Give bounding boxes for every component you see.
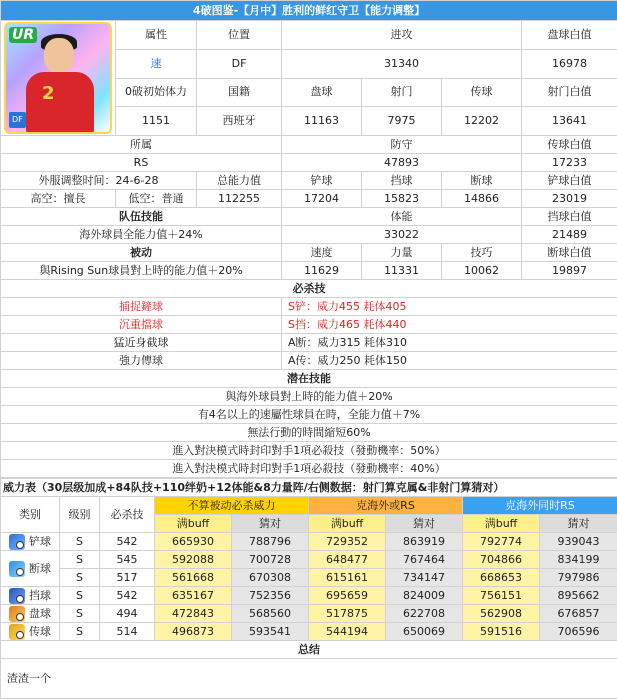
stamina-label: 0破初始体力 <box>116 78 197 107</box>
position-label: 位置 <box>197 21 282 50</box>
speed-label: 速度 <box>282 244 362 262</box>
value-cell: 734147 <box>386 569 463 587</box>
value-cell: 756151 <box>463 587 540 605</box>
passive-value: 與Rising Sun球員對上時的能力值＋20% <box>1 262 282 280</box>
position-value: DF <box>197 49 282 78</box>
special-skill-name: 沉重擋球 <box>1 316 282 334</box>
value-cell: 650069 <box>386 623 463 641</box>
break-white-value: 19897 <box>522 262 617 280</box>
value-cell: 591516 <box>463 623 540 641</box>
tackle-white-label: 铲球白值 <box>522 172 617 190</box>
offense-label: 进攻 <box>282 21 522 50</box>
power-table-title: 威力表（30层级加成+84队技+110绊奶+12体能&8力量阵/右侧数据：射门算克属&非射门算猜对） <box>1 479 617 497</box>
level-cell: S <box>60 533 100 551</box>
power-table <box>0 478 617 699</box>
block-white-value: 21489 <box>522 226 617 244</box>
guess-header: 猜对 <box>540 515 617 533</box>
category-cell: 挡球 <box>1 587 60 605</box>
value-cell: 939043 <box>540 533 617 551</box>
block-white-label: 挡球白值 <box>522 208 617 226</box>
skill-cell: 542 <box>100 533 155 551</box>
value-cell: 895662 <box>540 587 617 605</box>
special-skill-row <box>1 352 617 370</box>
power-row-pass <box>1 623 617 641</box>
special-skill-row <box>1 316 617 334</box>
value-cell: 834199 <box>540 551 617 569</box>
group-overseas-or-rs-header: 克海外或RS <box>309 497 463 515</box>
tackle-label: 铲球 <box>282 172 362 190</box>
latent-skill: 無法行動的時間縮短60% <box>1 424 617 442</box>
block-icon <box>9 588 25 604</box>
value-cell: 517875 <box>309 605 386 623</box>
dribble-value: 11163 <box>282 107 362 136</box>
position-badge: DF <box>9 112 26 128</box>
value-cell: 670308 <box>232 569 309 587</box>
high-ball: 高空：擅長 <box>1 190 116 208</box>
value-cell: 648477 <box>309 551 386 569</box>
dribble-icon <box>9 606 25 622</box>
pass-icon <box>9 624 25 640</box>
team-value: RS <box>1 154 282 172</box>
latent-skill: 進入對決模式時封印對手1項必殺技（發動機率：40%） <box>1 460 617 478</box>
latent-skill: 進入對決模式時封印對手1項必殺技（發動機率：50%） <box>1 442 617 460</box>
value-cell: 704866 <box>463 551 540 569</box>
block-value: 15823 <box>362 190 442 208</box>
technique-label: 技巧 <box>442 244 522 262</box>
pass-label: 传球 <box>442 78 522 107</box>
value-cell: 544194 <box>309 623 386 641</box>
player-portrait <box>4 22 112 134</box>
category-header: 类别 <box>1 497 60 533</box>
pass-white-value: 17233 <box>522 154 617 172</box>
power-value: 11331 <box>362 262 442 280</box>
category-cell: 铲球 <box>1 533 60 551</box>
shoot-label: 射门 <box>362 78 442 107</box>
special-skill-effect: S铲：威力455 耗体405 <box>282 298 617 316</box>
power-row-break <box>1 551 617 569</box>
jersey-number: 2 <box>42 83 55 104</box>
level-cell: S <box>60 569 100 587</box>
special-skills-header: 必杀技 <box>1 280 617 298</box>
value-cell: 472843 <box>155 605 232 623</box>
stamina-total-value: 33022 <box>282 226 522 244</box>
break-white-label: 断球白值 <box>522 244 617 262</box>
special-skill-effect: A传：威力250 耗体150 <box>282 352 617 370</box>
level-cell: S <box>60 551 100 569</box>
dribble-label: 盘球 <box>282 78 362 107</box>
team-label: 所属 <box>1 136 282 154</box>
category-cell: 盘球 <box>1 605 60 623</box>
value-cell: 695659 <box>309 587 386 605</box>
category-cell: 传球 <box>1 623 60 641</box>
pass-value: 12202 <box>442 107 522 136</box>
value-cell: 568560 <box>232 605 309 623</box>
skill-header: 必杀技 <box>100 497 155 533</box>
level-header: 级别 <box>60 497 100 533</box>
value-cell: 561668 <box>155 569 232 587</box>
value-cell: 635167 <box>155 587 232 605</box>
level-cell: S <box>60 623 100 641</box>
level-cell: S <box>60 605 100 623</box>
break-value: 14866 <box>442 190 522 208</box>
value-cell: 788796 <box>232 533 309 551</box>
block-label: 挡球 <box>362 172 442 190</box>
guess-header: 猜对 <box>386 515 463 533</box>
page-title: 4破图鉴-【月中】胜利的鲜红守卫【能力调整】 <box>1 1 617 21</box>
total-value: 112255 <box>197 190 282 208</box>
summary-text: 渣渣一个 <box>1 659 617 699</box>
power-row-dribble <box>1 605 617 623</box>
latent-skill: 與海外球員對上時的能力值＋20% <box>1 388 617 406</box>
value-cell: 729352 <box>309 533 386 551</box>
value-cell: 752356 <box>232 587 309 605</box>
speed-value: 11629 <box>282 262 362 280</box>
break-icon <box>9 561 25 577</box>
level-cell: S <box>60 587 100 605</box>
adjust-time: 外服调整时间：24-6-28 <box>1 172 197 190</box>
guess-header: 猜对 <box>232 515 309 533</box>
full-buff-header: 满buff <box>309 515 386 533</box>
latent-skills-header: 潜在技能 <box>1 370 617 388</box>
skill-cell: 514 <box>100 623 155 641</box>
skill-cell: 494 <box>100 605 155 623</box>
defense-value: 47893 <box>282 154 522 172</box>
break-label: 断球 <box>442 172 522 190</box>
shoot-value: 7975 <box>362 107 442 136</box>
attr-value: 速 <box>116 49 197 78</box>
category-cell: 断球 <box>1 551 60 587</box>
value-cell: 622708 <box>386 605 463 623</box>
skill-cell: 517 <box>100 569 155 587</box>
power-row-block <box>1 587 617 605</box>
pass-white-label: 传球白值 <box>522 136 617 154</box>
stamina-value: 1151 <box>116 107 197 136</box>
value-cell: 700728 <box>232 551 309 569</box>
special-skill-row <box>1 334 617 352</box>
passive-label: 被动 <box>1 244 282 262</box>
value-cell: 593541 <box>232 623 309 641</box>
dribble-white-value: 16978 <box>522 49 617 78</box>
special-skill-effect: S挡：威力465 耗体440 <box>282 316 617 334</box>
group-overseas-and-rs-header: 克海外同时RS <box>463 497 617 515</box>
latent-skill: 有4名以上的速屬性球員在時，全能力值＋7% <box>1 406 617 424</box>
technique-value: 10062 <box>442 262 522 280</box>
value-cell: 592088 <box>155 551 232 569</box>
value-cell: 496873 <box>155 623 232 641</box>
nation-value: 西班牙 <box>197 107 282 136</box>
defense-label: 防守 <box>282 136 522 154</box>
offense-value: 31340 <box>282 49 522 78</box>
power-row-tackle <box>1 533 617 551</box>
value-cell: 668653 <box>463 569 540 587</box>
value-cell: 665930 <box>155 533 232 551</box>
player-card <box>1 21 116 136</box>
special-skill-name: 強力傳球 <box>1 352 282 370</box>
team-skill-label: 队伍技能 <box>1 208 282 226</box>
tackle-icon <box>9 534 25 550</box>
team-skill-value: 海外球員全能力值＋24% <box>1 226 282 244</box>
value-cell: 792774 <box>463 533 540 551</box>
value-cell: 767464 <box>386 551 463 569</box>
tackle-value: 17204 <box>282 190 362 208</box>
nation-label: 国籍 <box>197 78 282 107</box>
tackle-white-value: 23019 <box>522 190 617 208</box>
value-cell: 824009 <box>386 587 463 605</box>
shoot-white-value: 13641 <box>522 107 617 136</box>
value-cell: 863919 <box>386 533 463 551</box>
value-cell: 615161 <box>309 569 386 587</box>
power-label: 力量 <box>362 244 442 262</box>
special-skill-effect: A断：威力315 耗体310 <box>282 334 617 352</box>
value-cell: 676857 <box>540 605 617 623</box>
stamina-total-label: 体能 <box>282 208 522 226</box>
rarity-badge: UR <box>9 27 37 43</box>
total-label: 总能力值 <box>197 172 282 190</box>
attr-label: 属性 <box>116 21 197 50</box>
low-ball: 低空：普通 <box>116 190 197 208</box>
power-row-break-2 <box>1 569 617 587</box>
value-cell: 797986 <box>540 569 617 587</box>
group-no-passive-header: 不算被动必杀威力 <box>155 497 309 515</box>
summary-header: 总结 <box>1 641 617 659</box>
full-buff-header: 满buff <box>463 515 540 533</box>
special-skill-name: 猛近身截球 <box>1 334 282 352</box>
full-buff-header: 满buff <box>155 515 232 533</box>
value-cell: 706596 <box>540 623 617 641</box>
special-skill-name: 捕捉鏟球 <box>1 298 282 316</box>
special-skill-row <box>1 298 617 316</box>
value-cell: 562908 <box>463 605 540 623</box>
skill-cell: 545 <box>100 551 155 569</box>
shoot-white-label: 射门白值 <box>522 78 617 107</box>
skill-cell: 542 <box>100 587 155 605</box>
dribble-white-label: 盘球白值 <box>522 21 617 50</box>
